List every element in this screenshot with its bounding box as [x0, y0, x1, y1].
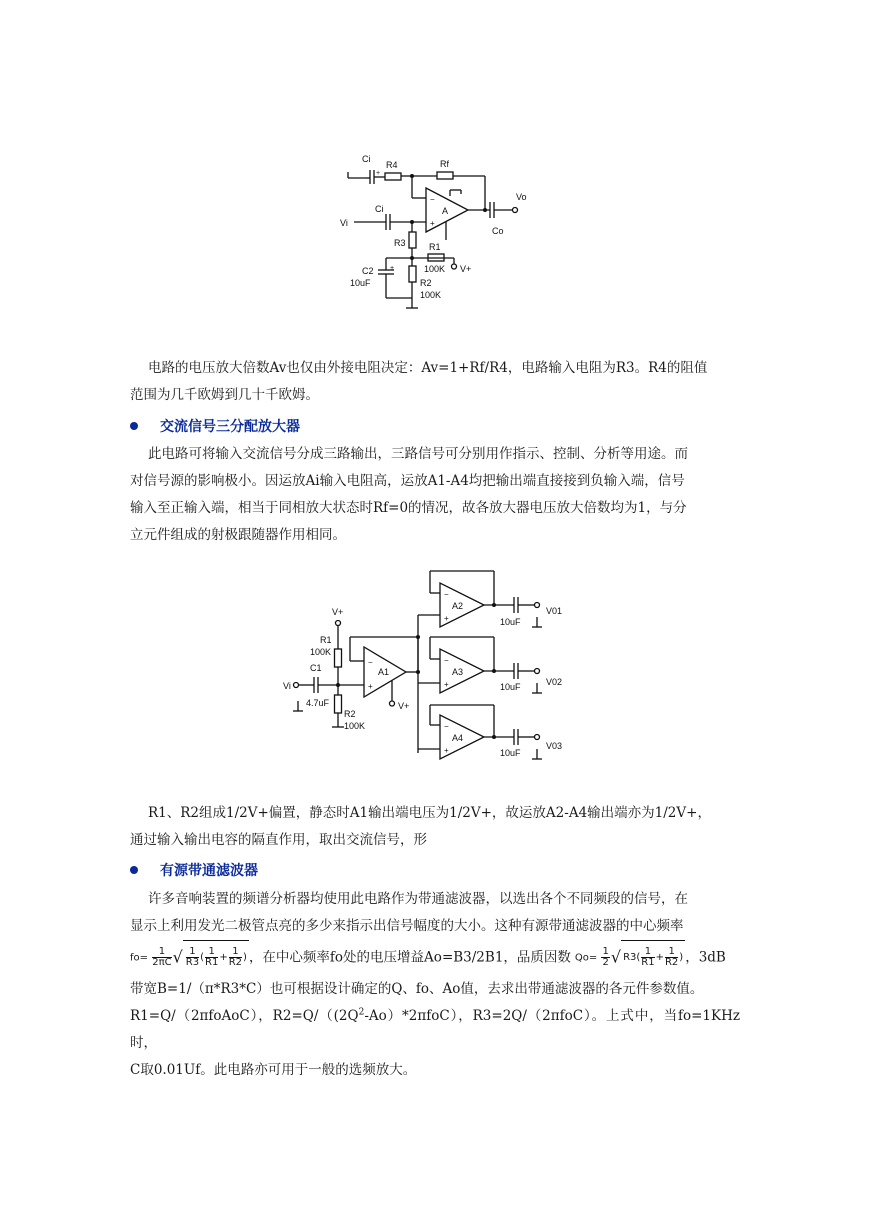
label-vo: Vo — [516, 192, 527, 202]
label-r1-value: 100K — [310, 647, 332, 657]
heading-text: 交流信号三分配放大器 — [160, 419, 300, 435]
para2-line4: 立元件组成的射极跟随器作用相同。 — [130, 527, 346, 543]
label-v02: V02 — [546, 677, 563, 687]
label-r3: R3 — [394, 238, 406, 248]
bullet-icon — [130, 866, 138, 874]
pin-sign-label: + — [368, 682, 373, 691]
label-ci-mid: Ci — [375, 204, 384, 214]
para1-line2: 范围为几千欧姆到几十千欧姆。 — [130, 387, 319, 403]
label-r1: R1 — [429, 242, 441, 252]
label-vplus: V+ — [460, 264, 472, 274]
label-r1-value: 100K — [424, 264, 446, 274]
pin-sign-label: − — [444, 656, 449, 665]
label-vplus-a1: V+ — [398, 701, 410, 711]
label-opamp-a: A — [442, 206, 449, 216]
label-r2: R2 — [420, 278, 432, 288]
circuit-diagram-three-way-splitter — [280, 565, 580, 765]
section-heading-bandpass — [130, 860, 258, 880]
label-c2: C2 — [362, 266, 374, 276]
para4-line1: 许多音响装置的频谱分析器均使用此电路作为带通滤波器，以选出各个不同频段的信号，在 — [148, 891, 688, 907]
pin-sign-label: + — [376, 170, 381, 177]
pin-sign-label: + — [444, 746, 449, 755]
para3-line2: 通过输入输出电容的隔直作用，取出交流信号，形 — [130, 832, 427, 848]
pin-sign-label: + — [390, 265, 395, 272]
pin-sign-label: + — [444, 614, 449, 623]
label-v01: V01 — [546, 606, 563, 616]
pin-sign-label: − — [430, 195, 435, 204]
para2-line2: 对信号源的影响极小。因运放Ai输入电阻高，运放A1-A4均把输出端直接接到负输入端，信号 — [130, 473, 685, 489]
para4-line6: C取0.01Uf。此电路亦可用于一般的选频放大。 — [130, 1061, 417, 1078]
label-r4: R4 — [386, 160, 398, 170]
formula-quality-factor: Qo= $\frac{1}{2}$ √ R3( $\frac{1}{R1}$ + $\frac{1}{R2}$ ) — [575, 940, 685, 976]
para4-line5: R1=Q/（2πfoAoC），$R2=Q/((2Q^2-Ao)*2\pi foC)$，R3=2Q/（2πfoC）。上式中，当fo=1KHz时， — [130, 1007, 740, 1051]
formula-center-frequency: fo= $\frac{1}{2\pi C}$ √ $\frac{1}{R3}$ ( $\frac{1}{R1}$ + $\frac{1}{R2}$ ) — [130, 940, 249, 976]
label-c2-value: 10uF — [350, 278, 371, 288]
paragraph-ac-splitter — [130, 441, 740, 549]
label-ci-top: Ci — [362, 154, 371, 164]
para4-line4: 带宽B=1/（π*R3*C）也可根据设计确定的Q、fo、Ao值，去求出带通滤波器的各元件参数值。 — [130, 980, 704, 997]
para4-end-text: ，3dB — [685, 949, 726, 966]
pin-sign-label: + — [430, 219, 435, 228]
label-r2-value: 100K — [420, 290, 442, 300]
label-r2-value: 100K — [344, 721, 366, 731]
para4-mid-text: ，在中心频率fo处的电压增益Ao=B3/2B1，品质因数 — [248, 949, 571, 966]
para4-line2: 显示上利用发光二极管点亮的多少来指示出信号幅度的大小。这种有源带通滤波器的中心频率 — [130, 918, 684, 934]
pin-sign-label: − — [368, 658, 373, 667]
label-opamp-a2: A2 — [452, 601, 464, 611]
heading-text: 有源带通滤波器 — [160, 863, 258, 879]
label-opamp-a4: A4 — [452, 733, 464, 743]
label-c1: C1 — [310, 663, 322, 673]
section-heading-ac-splitter — [130, 416, 300, 436]
label-vplus-top: V+ — [332, 607, 344, 617]
label-r2: R2 — [344, 709, 356, 719]
label-rf: Rf — [440, 159, 449, 169]
label-opamp-a3: A3 — [452, 667, 464, 677]
para3-line1: R1、R2组成1/2V+偏置，静态时A1输出端电压为1/2V+，故运放A2-A4输出端亦为1/2V+， — [148, 805, 711, 821]
label-v03: V03 — [546, 741, 563, 751]
pin-sign-label: − — [444, 590, 449, 599]
para4-line3 — [130, 940, 740, 976]
label-vi: Vi — [340, 218, 348, 228]
label-co: Co — [492, 226, 504, 236]
label-vi: Vi — [283, 681, 291, 691]
para2-line1: 此电路可将输入交流信号分成三路输出，三路信号可分别用作指示、控制、分析等用途。而 — [148, 446, 688, 462]
pin-sign-label: − — [444, 722, 449, 731]
circuit-diagram-noninverting-amplifier — [330, 140, 550, 320]
paragraph-bias-description — [130, 800, 740, 854]
label-c1-value: 4.7uF — [306, 698, 330, 708]
bullet-icon — [130, 422, 138, 430]
pin-sign-label: + — [444, 680, 449, 689]
label-opamp-a1: A1 — [378, 667, 390, 677]
label-cap-a3: 10uF — [500, 682, 521, 692]
label-r1: R1 — [320, 635, 332, 645]
para2-line3: 输入至正输入端，相当于同相放大状态时Rf=0的情况，故各放大器电压放大倍数均为1，与分 — [130, 500, 687, 516]
para1-line1: 电路的电压放大倍数Av也仅由外接电阻决定：Av=1+Rf/R4，电路输入电阻为R3。R4的阻值 — [148, 360, 708, 376]
label-cap-a2: 10uF — [500, 617, 521, 627]
label-cap-a4: 10uF — [500, 748, 521, 758]
paragraph-bandpass — [130, 886, 740, 1084]
paragraph-voltage-gain — [130, 355, 740, 409]
